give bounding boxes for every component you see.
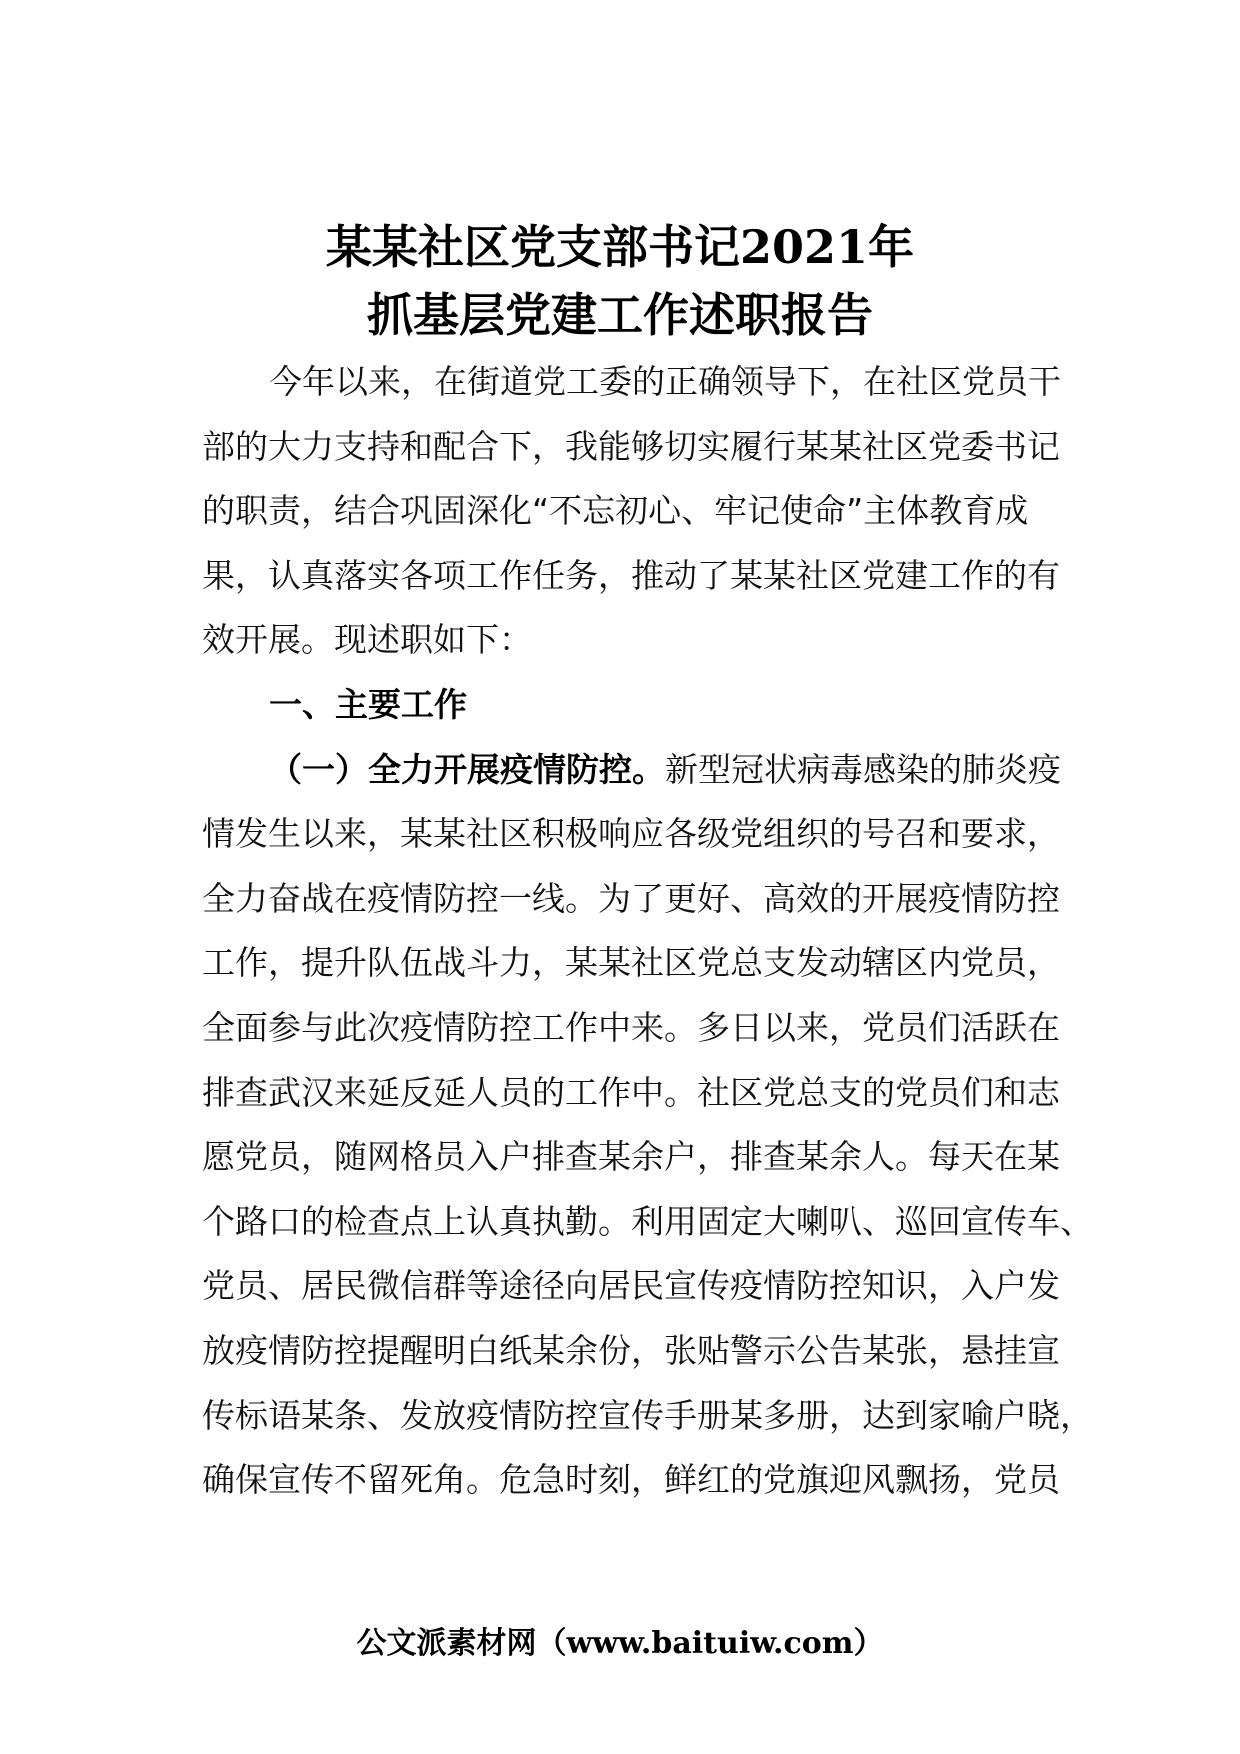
subsection-text: 新型冠状病毒感染的肺炎疫 — [665, 749, 1061, 789]
document-body — [202, 350, 1162, 1513]
subsection-line: 排查武汉来延反延人员的工作中。社区党总支的党员们和志 — [202, 1072, 1060, 1112]
subsection-line: 个路口的检查点上认真执勤。利用固定大喇叭、巡回宣传车、 — [202, 1201, 1093, 1241]
subsection-line: 党员、居民微信群等途径向居民宣传疫情防控知识，入户发 — [202, 1266, 1060, 1306]
subsection-line: 传标语某条、发放疫情防控宣传手册某多册，达到家喻户晓， — [202, 1395, 1093, 1435]
section-heading: 一、主要工作 — [269, 684, 467, 724]
subsection-line: 情发生以来，某某社区积极响应各级党组织的号召和要求， — [202, 814, 1060, 854]
subsection-line: 放疫情防控提醒明白纸某余份，张贴警示公告某张，悬挂宣 — [202, 1330, 1060, 1370]
page-footer: 公文派素材网（www.baituiw.com） — [356, 1626, 884, 1661]
document-title-line-2: 抓基层党建工作述职报告 — [367, 288, 873, 342]
intro-line: 今年以来，在街道党工委的正确领导下，在社区党员干 — [269, 362, 1061, 401]
subsection-line: 全力奋战在疫情防控一线。为了更好、高效的开展疫情防控 — [202, 878, 1060, 918]
intro-line: 部的大力支持和配合下，我能够切实履行某某社区党委书记 — [202, 426, 1060, 466]
subsection-line: 工作，提升队伍战斗力，某某社区党总支发动辖区内党员， — [202, 943, 1060, 983]
document-title-line-1: 某某社区党支部书记2021年 — [325, 220, 915, 274]
subsection-line: 确保宣传不留死角。危急时刻，鲜红的党旗迎风飘扬，党员 — [202, 1460, 1060, 1500]
subsection-heading: （一）全力开展疫情防控。 — [269, 749, 665, 789]
subsection-line: 愿党员，随网格员入户排查某余户，排查某余人。每天在某 — [202, 1137, 1060, 1177]
intro-line: 效开展。现述职如下： — [202, 620, 532, 660]
intro-line: 的职责，结合巩固深化“不忘初心、牢记使命”主体教育成 — [202, 491, 1029, 531]
intro-line: 果，认真落实各项工作任务，推动了某某社区党建工作的有 — [202, 555, 1060, 595]
subsection-first-line — [202, 738, 1162, 803]
subsection-line: 全面参与此次疫情防控工作中来。多日以来，党员们活跃在 — [202, 1007, 1060, 1047]
